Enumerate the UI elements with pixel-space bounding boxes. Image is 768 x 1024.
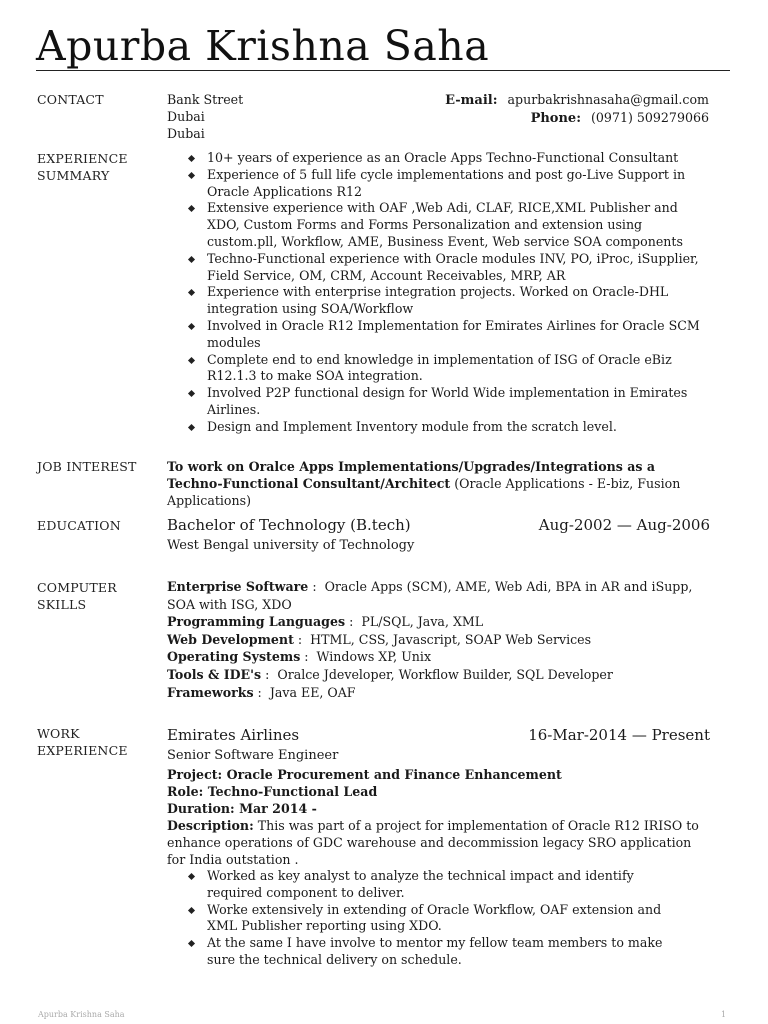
duration: Duration: Mar 2014 - — [167, 801, 317, 816]
description — [167, 817, 712, 868]
description-text: This was part of a project for implementation of Oracle R12 IRISO to enhance operations of GDC warehouse and decommission legacy SRO application for India outstation . — [167, 818, 699, 867]
skill-key: Enterprise Software — [167, 579, 309, 594]
work-label — [37, 725, 128, 759]
job-interest-bold: To work on Oralce Apps Implementations/Upgrades/Integrations as a Techno-Functional Consultant/Architect — [167, 459, 656, 491]
phone-label: Phone: — [530, 111, 581, 126]
skills-block — [167, 578, 712, 701]
resume-name: Apurba Krishna Saha — [36, 22, 490, 70]
phone-number: (0971) 509279066 — [591, 110, 709, 125]
skills-label-line: COMPUTER — [37, 580, 117, 595]
skill-row: Programming Languages : PL/SQL, Java, XML — [167, 614, 484, 630]
summary-item: 10+ years of experience as an Oracle Apps Techno-Functional Consultant — [167, 150, 707, 167]
summary-item: Involved in Oracle R12 Implementation for Emirates Airlines for Oracle SCM modules — [167, 318, 707, 352]
header-rule — [36, 70, 730, 71]
work-list — [167, 868, 672, 969]
address-line: Dubai — [167, 126, 205, 141]
skill-key: Programming Languages — [167, 614, 346, 630]
skill-value: Java EE, OAF — [269, 684, 356, 700]
skill-row: Web Development : HTML, CSS, Javascript, SOAP Web Services — [167, 631, 592, 647]
address-line: Bank Street — [167, 92, 244, 107]
skill-row: Tools & IDE's : Oralce Jdeveloper, Workflow Builder, SQL Developer — [167, 666, 613, 682]
work-item: Worked as key analyst to analyze the technical impact and identify required component to deliver. — [167, 868, 672, 902]
description-label: Description: — [167, 818, 254, 833]
work-label-line: EXPERIENCE — [37, 743, 128, 758]
summary-label — [37, 150, 128, 184]
summary-item: Extensive experience with OAF ,Web Adi, CLAF, RICE,XML Publisher and XDO, Custom Forms and Forms Personalization and extension using custom.pll, Workflow, AME, Business Event, Web service SOA components — [167, 200, 707, 250]
skill-value: HTML, CSS, Javascript, SOAP Web Services — [310, 631, 592, 647]
footer-page-number: 1 — [721, 1010, 727, 1019]
company: Emirates Airlines — [167, 726, 300, 744]
skill-row: Enterprise Software : Oracle Apps (SCM), AME, Web Adi, BPA in AR and iSupp, SOA with ISG, XDO — [167, 579, 693, 612]
summary-list-container — [167, 150, 707, 436]
skill-key: Tools & IDE's — [167, 666, 262, 682]
email-link[interactable]: apurbakrishnasaha@gmail.com — [507, 92, 709, 107]
job-title: Senior Software Engineer — [167, 748, 339, 763]
contact-details — [445, 91, 709, 127]
job-interest-text — [167, 458, 712, 509]
education-label: EDUCATION — [37, 518, 121, 533]
summary-item: Complete end to end knowledge in implementation of ISG of Oracle eBiz R12.1.3 to make SOA integration. — [167, 352, 707, 386]
work-item: Worke extensively in extending of Oracle Workflow, OAF extension and XML Publisher reporting using XDO. — [167, 902, 672, 936]
work-item: At the same I have involve to mentor my fellow team members to make sure the technical delivery on schedule. — [167, 935, 672, 969]
email-label: E-mail: — [445, 93, 498, 108]
job-interest-normal: (Oracle Applications - E-biz, Fusion Applications) — [167, 476, 681, 508]
skill-key: Frameworks — [167, 684, 254, 700]
summary-label-line: SUMMARY — [37, 168, 110, 183]
skill-value: Windows XP, Unix — [316, 649, 432, 665]
skill-key: Operating Systems — [167, 649, 301, 665]
skills-label — [37, 579, 117, 613]
skill-value: Oracle Apps (SCM), AME, Web Adi, BPA in AR and iSupp, SOA with ISG, XDO — [167, 579, 693, 612]
skill-row: Frameworks : Java EE, OAF — [167, 684, 356, 700]
skill-value: Oralce Jdeveloper, Workflow Builder, SQL Developer — [277, 666, 613, 682]
role: Role: Techno-Functional Lead — [167, 784, 378, 799]
work-block — [167, 725, 710, 969]
summary-list — [167, 150, 707, 436]
work-dates: 16-Mar-2014 — Present — [528, 726, 710, 744]
school: West Bengal university of Technology — [167, 538, 415, 553]
summary-item: Design and Implement Inventory module from the scratch level. — [167, 419, 707, 436]
summary-item: Experience of 5 full life cycle implementations and post go-Live Support in Oracle Applications R12 — [167, 167, 707, 201]
skill-key: Web Development — [167, 631, 294, 647]
summary-item: Involved P2P functional design for World Wide implementation in Emirates Airlines. — [167, 385, 707, 419]
education-block — [167, 515, 710, 556]
skills-label-line: SKILLS — [37, 597, 87, 612]
job-interest-label: JOB INTEREST — [37, 459, 137, 474]
contact-label: CONTACT — [37, 92, 104, 107]
degree: Bachelor of Technology (B.tech) — [167, 516, 411, 534]
project: Project: Oracle Procurement and Finance Enhancement — [167, 767, 562, 782]
skill-row: Operating Systems : Windows XP, Unix — [167, 649, 432, 665]
work-label-line: WORK — [37, 726, 80, 741]
footer-name: Apurba Krishna Saha — [38, 1010, 125, 1019]
summary-item: Techno-Functional experience with Oracle modules INV, PO, iProc, iSupplier, Field Service, OM, CRM, Account Receivables, MRP, AR — [167, 251, 707, 285]
skill-value: PL/SQL, Java, XML — [361, 614, 484, 630]
summary-item: Experience with enterprise integration projects. Worked on Oracle-DHL integration using SOA/Workflow — [167, 284, 707, 318]
address-line: Dubai — [167, 109, 205, 124]
education-dates: Aug-2002 — Aug-2006 — [538, 516, 710, 534]
summary-label-line: EXPERIENCE — [37, 151, 128, 166]
